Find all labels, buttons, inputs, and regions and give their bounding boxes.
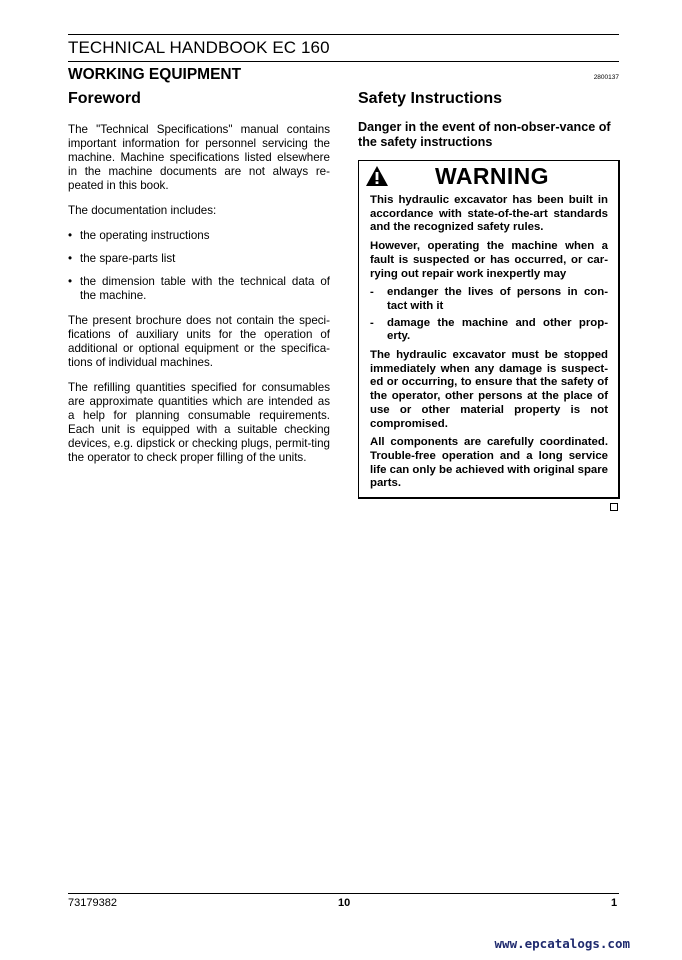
footer-page-number: 10 — [338, 897, 351, 909]
list-item-text: the spare-parts list — [80, 252, 176, 265]
footer-doc-number: 73179382 — [68, 897, 117, 909]
dash-icon: - — [370, 286, 374, 299]
watermark-link[interactable]: www.epcatalogs.com — [494, 936, 630, 951]
foreword-para-2: The documentation includes: — [68, 204, 217, 217]
dash-icon: - — [370, 316, 374, 329]
footer-rule — [68, 893, 619, 894]
list-item — [370, 317, 608, 344]
header-bottom-rule — [68, 61, 619, 62]
foreword-para-1: The "Technical Specifications" manual contains important information for personnel servicing the machine. Machine specifications listed elsewhere in the machine documents are not always re-peated in this book. — [68, 123, 330, 192]
warning-para-1: This hydraulic excavator has been built in accordance with state-of-the-art standards and the recognized safety rules. — [370, 194, 608, 234]
safety-heading: Safety Instructions — [358, 90, 503, 107]
list-item-text: endanger the lives of persons in con-tact with it — [387, 286, 608, 312]
warning-triangle-icon — [366, 166, 388, 186]
warning-para-3: The hydraulic excavator must be stopped immediately when any damage is suspect-ed or occurring, to ensure that the safety of the operator, other persons at the place of use or other material property is not compromised. — [370, 349, 608, 430]
danger-heading: Danger in the event of non-obser-vance of the safety instructions — [358, 120, 611, 149]
warning-title: WARNING — [435, 162, 549, 189]
warning-header — [370, 161, 608, 191]
list-item — [68, 252, 330, 266]
warning-box — [358, 160, 620, 499]
list-item-text: the dimension table with the technical data of the machine. — [80, 275, 330, 302]
documentation-list — [68, 229, 330, 303]
list-item — [370, 286, 608, 313]
bullet-icon: • — [68, 275, 73, 288]
bullet-icon: • — [68, 252, 73, 265]
foreword-heading: Foreword — [68, 90, 141, 107]
warning-para-4: All components are carefully coordinated. Trouble-free operation and a long service life can only be achieved with original spare parts. — [370, 436, 609, 490]
end-square-icon — [610, 503, 618, 511]
warning-dash-list — [370, 286, 608, 344]
section-title: WORKING EQUIPMENT — [68, 66, 242, 83]
header-top-rule — [68, 34, 619, 35]
warning-para-2: However, operating the machine when a fault is suspected or has occurred, or car-rying out repair work inexpertly may — [370, 240, 608, 280]
list-item — [68, 275, 330, 303]
list-item-text: the operating instructions — [80, 229, 210, 242]
header-title: TECHNICAL HANDBOOK EC 160 — [68, 38, 330, 57]
bullet-icon: • — [68, 229, 73, 242]
foreword-column — [68, 89, 330, 476]
foreword-para-3: The present brochure does not contain the speci-fications of auxiliary units for the operation of additional or optional equipment or the specifica-tions of individual machines. — [68, 314, 330, 369]
foreword-para-4: The refilling quantities specified for consumables are approximate quantities which are intended as a help for planning consumable requirements. Each unit is equipped with a suitable checking devices, e.g. dipstick or checking plugs, permit-ting the operator to check proper filling of the units. — [68, 381, 330, 464]
safety-column — [358, 89, 620, 499]
doc-code: 2800137 — [593, 74, 619, 81]
list-item-text: damage the machine and other prop-erty. — [387, 316, 608, 343]
list-item — [68, 229, 330, 243]
footer-sheet-number: 1 — [611, 897, 618, 909]
